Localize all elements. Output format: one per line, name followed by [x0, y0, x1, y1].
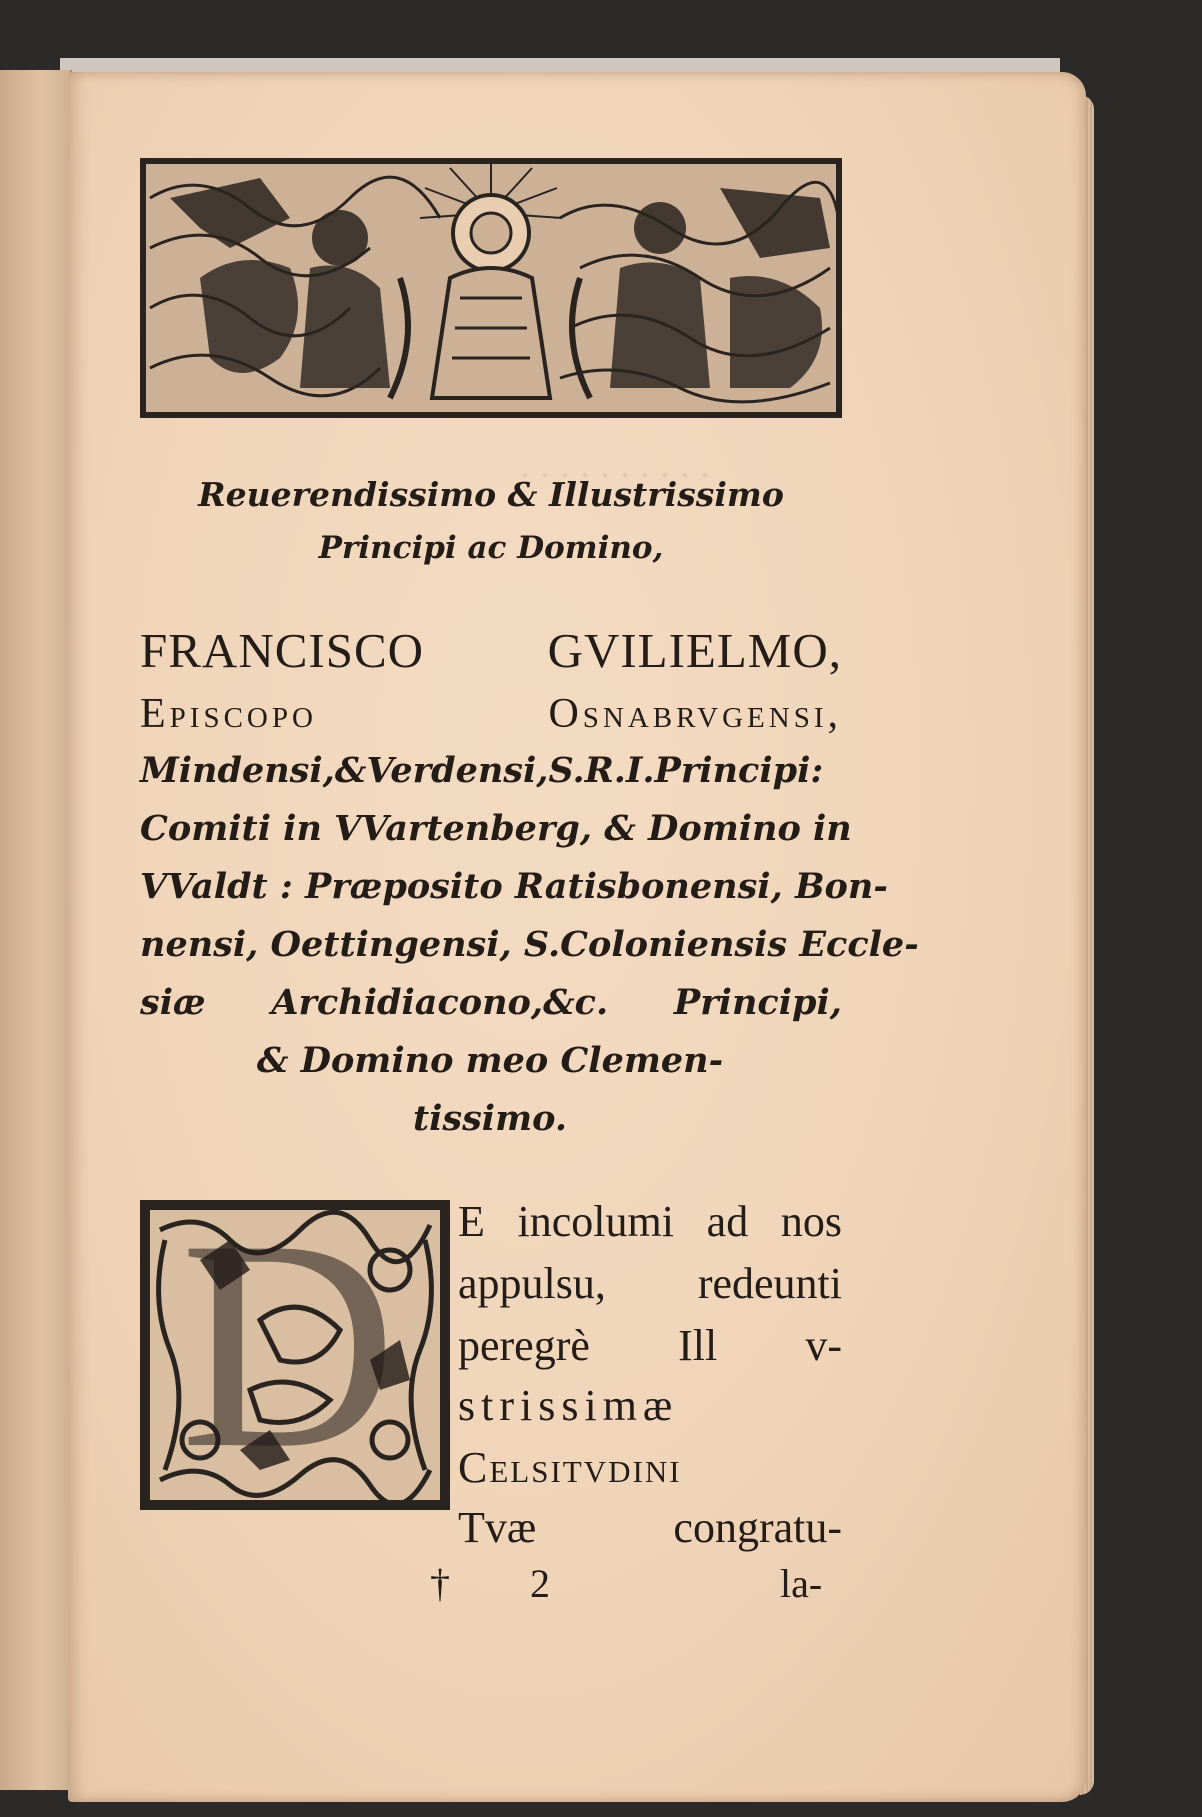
body-text-line: Celsitvdini	[458, 1443, 682, 1492]
dedication-line: nensi, Oettingensi, S.Coloniensis Eccle-	[140, 924, 919, 965]
dedicatee-name: FRANCISCO GVILIELMO,	[140, 623, 842, 678]
body-text-line: appulsu, redeunti	[458, 1259, 842, 1308]
decorated-initial	[140, 1178, 450, 1510]
catchword: la-	[780, 1561, 823, 1606]
dedication-heading-line1: Reuerendissimo & Illustrissimo	[198, 475, 784, 514]
signature-number: 2	[530, 1561, 550, 1606]
body-text-line: E incolumi ad nos	[458, 1197, 842, 1246]
dedicatee-title: Episcopo Osnabrvgensi,	[140, 691, 842, 737]
initial-letter: D	[180, 1178, 397, 1510]
dedication-heading-line2: Principi ac Domino,	[318, 530, 664, 566]
show-through-text: . . . . . . . . . .	[520, 441, 710, 486]
dedication-line: Mindensi,&Verdensi,S.R.I.Principi:	[140, 750, 824, 791]
dedication-line: VValdt : Præposito Ratisbonensi, Bon-	[140, 866, 888, 907]
dedication-line: tissimo.	[412, 1098, 568, 1139]
signature-mark: †	[430, 1561, 450, 1606]
body-text-line: strissimæ	[458, 1381, 679, 1430]
woodcut-headpiece-ornament	[140, 158, 842, 418]
dedication-line: & Domino meo Clemen-	[256, 1040, 724, 1081]
body-text-line: Tvæ congratu-	[458, 1503, 842, 1552]
dedication-line: Comiti in VVartenberg, & Domino in	[140, 808, 852, 849]
left-page-edge	[0, 70, 72, 1790]
dedication-line: siæ Archidiacono,&c. Principi,	[140, 982, 842, 1023]
body-text-line: peregrè Ill v-	[458, 1321, 842, 1370]
